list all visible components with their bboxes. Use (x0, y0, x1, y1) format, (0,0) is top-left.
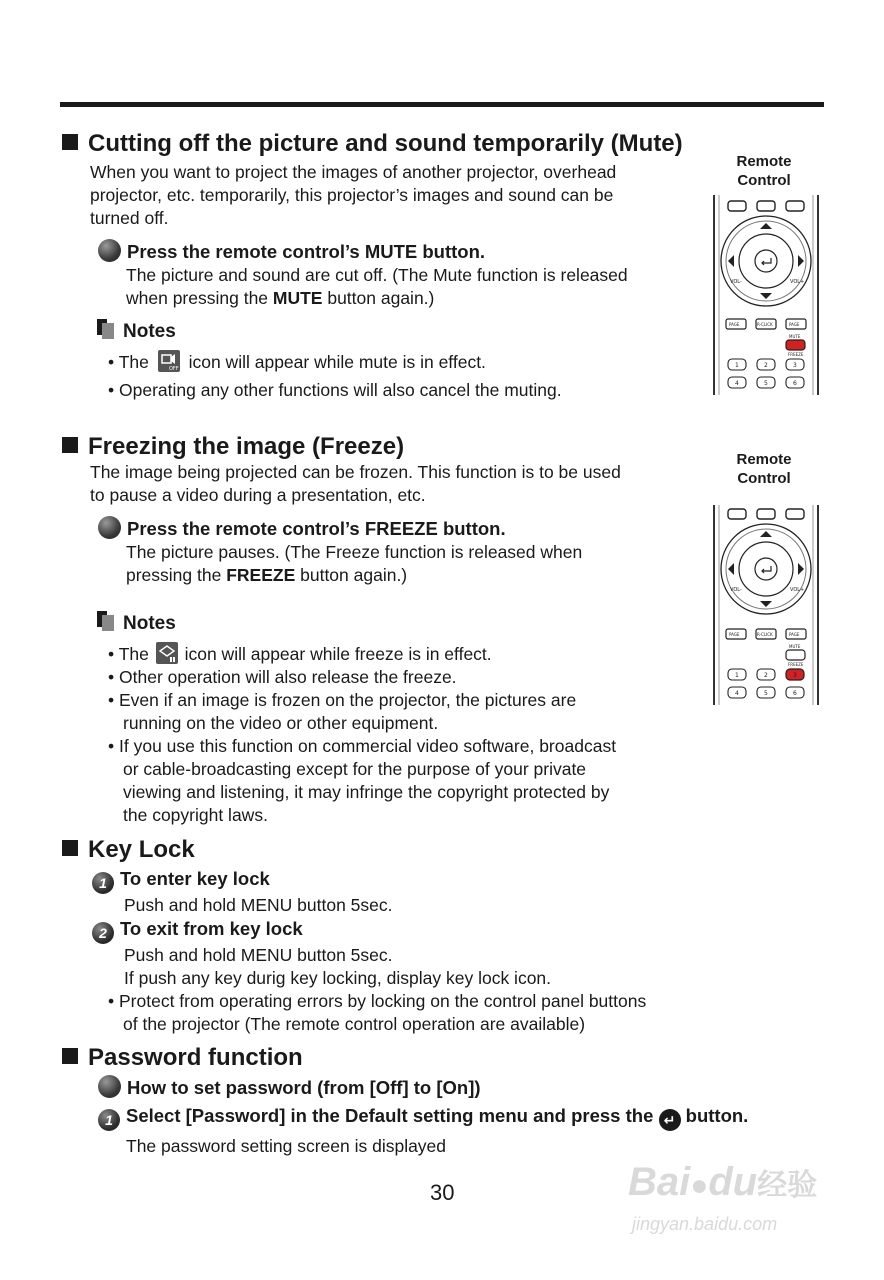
mute-notes-heading: Notes (97, 319, 176, 343)
svg-text:3: 3 (793, 672, 797, 679)
keylock-note: • Protect from operating errors by locking on the control panel buttons of the projector (The remote control operation are available) (108, 991, 647, 1034)
square-bullet-icon (62, 840, 78, 856)
watermark-url: jingyan.baidu.com (632, 1214, 778, 1234)
step-number-1-icon: 1 (92, 872, 114, 894)
freeze-step-text: The picture pauses. (The Freeze function is released when pressing the FREEZE button again.) (126, 542, 583, 585)
svg-text:OFF: OFF (168, 366, 179, 372)
square-bullet-icon (62, 134, 78, 150)
mute-step-title: Press the remote control’s MUTE button. (98, 239, 485, 263)
freeze-note-1: • The icon will appear while freeze is in effect. (108, 644, 492, 664)
enter-button-icon: ↵ (659, 1109, 681, 1131)
svg-text:VOL-: VOL- (730, 587, 742, 593)
mute-icon (158, 350, 180, 372)
keylock-step2-title: 2 To exit from key lock (92, 918, 303, 944)
header-rule (60, 102, 824, 107)
remote-control-mute (712, 195, 820, 400)
freeze-note-3: • Even if an image is frozen on the projector, the pictures are running on the video or other equipment. (108, 690, 577, 733)
section-heading-password: Password function (62, 1044, 303, 1072)
notes-icon (97, 319, 115, 339)
freeze-icon (156, 642, 178, 664)
section-heading-freeze: Freezing the image (Freeze) (62, 433, 404, 461)
svg-text:1: 1 (735, 672, 739, 679)
svg-text:VOL+: VOL+ (790, 587, 805, 593)
step-ball-icon (98, 239, 121, 262)
keylock-step1-title: 1 To enter key lock (92, 868, 270, 894)
remote-label-freeze: Remote Control (736, 451, 792, 487)
remote-control-freeze (712, 505, 820, 710)
svg-text:R-CLICK: R-CLICK (757, 322, 773, 327)
svg-text:2: 2 (764, 362, 768, 369)
mute-note-2: • Operating any other functions will also cancel the muting. (108, 380, 562, 400)
step-ball-icon (98, 516, 121, 539)
svg-text:PAGE: PAGE (789, 322, 800, 327)
svg-text:FREEZE: FREEZE (788, 352, 804, 357)
remote-mute-button-highlight (786, 340, 805, 350)
mute-note-1: • The OFF icon will appear while mute is in effect. (108, 352, 486, 372)
page-number: 30 (430, 1180, 455, 1205)
svg-text:3: 3 (793, 362, 797, 369)
svg-text:VOL-: VOL- (730, 279, 742, 285)
mute-intro: When you want to project the images of another projector, overhead projector, etc. temporarily, this projector’s images and sound can be turned off. (90, 162, 617, 228)
keylock-step1-text: Push and hold MENU button 5sec. (124, 895, 393, 915)
svg-text:FREEZE: FREEZE (788, 662, 804, 667)
freeze-note-2: • Other operation will also release the freeze. (108, 667, 457, 687)
svg-text:6: 6 (793, 380, 797, 387)
svg-text:MUTE: MUTE (789, 334, 801, 339)
watermark-logo: Bai●du经验 (628, 1160, 818, 1204)
svg-text:VOL+: VOL+ (790, 279, 805, 285)
svg-text:5: 5 (764, 690, 768, 697)
paw-icon: ● (690, 1169, 709, 1202)
step-ball-icon (98, 1075, 121, 1098)
svg-text:PAGE: PAGE (789, 632, 800, 637)
password-subtitle: How to set password (from [Off] to [On]) (98, 1075, 481, 1099)
freeze-notes-heading: Notes (97, 611, 176, 635)
svg-text:PAGE: PAGE (729, 632, 740, 637)
square-bullet-icon (62, 437, 78, 453)
svg-text:2: 2 (764, 672, 768, 679)
svg-text:4: 4 (735, 690, 739, 697)
password-step1-title: 1 Select [Password] in the Default setting menu and press the ↵ button. (98, 1105, 748, 1131)
notes-icon (97, 611, 115, 631)
mute-step-text: The picture and sound are cut off. (The Mute function is released when pressing the MUTE button again.) (126, 265, 628, 308)
svg-text:MUTE: MUTE (789, 644, 801, 649)
svg-text:6: 6 (793, 690, 797, 697)
keylock-step2-text: Push and hold MENU button 5sec. If push any key durig key locking, display key lock icon. (124, 945, 552, 988)
freeze-intro: The image being projected can be frozen. This function is to be used to pause a video during a presentation, etc. (90, 462, 621, 505)
password-step1-text: The password setting screen is displayed (126, 1136, 447, 1156)
svg-text:5: 5 (764, 380, 768, 387)
svg-text:4: 4 (735, 380, 739, 387)
svg-text:R-CLICK: R-CLICK (757, 632, 773, 637)
step-number-2-icon: 2 (92, 922, 114, 944)
step-number-1-icon: 1 (98, 1109, 120, 1131)
svg-text:1: 1 (735, 362, 739, 369)
freeze-note-4: • If you use this function on commercial video software, broadcast or cable-broadcasting except for the purpose of your private viewing and listening, it may infringe the copyright protected by the copyright laws. (108, 736, 617, 825)
section-heading-keylock: Key Lock (62, 836, 195, 864)
freeze-step-title: Press the remote control’s FREEZE button. (98, 516, 506, 540)
section-heading-mute: Cutting off the picture and sound temporarily (Mute) (62, 130, 683, 158)
square-bullet-icon (62, 1048, 78, 1064)
remote-label-mute: Remote Control (736, 153, 792, 189)
svg-text:PAGE: PAGE (729, 322, 740, 327)
